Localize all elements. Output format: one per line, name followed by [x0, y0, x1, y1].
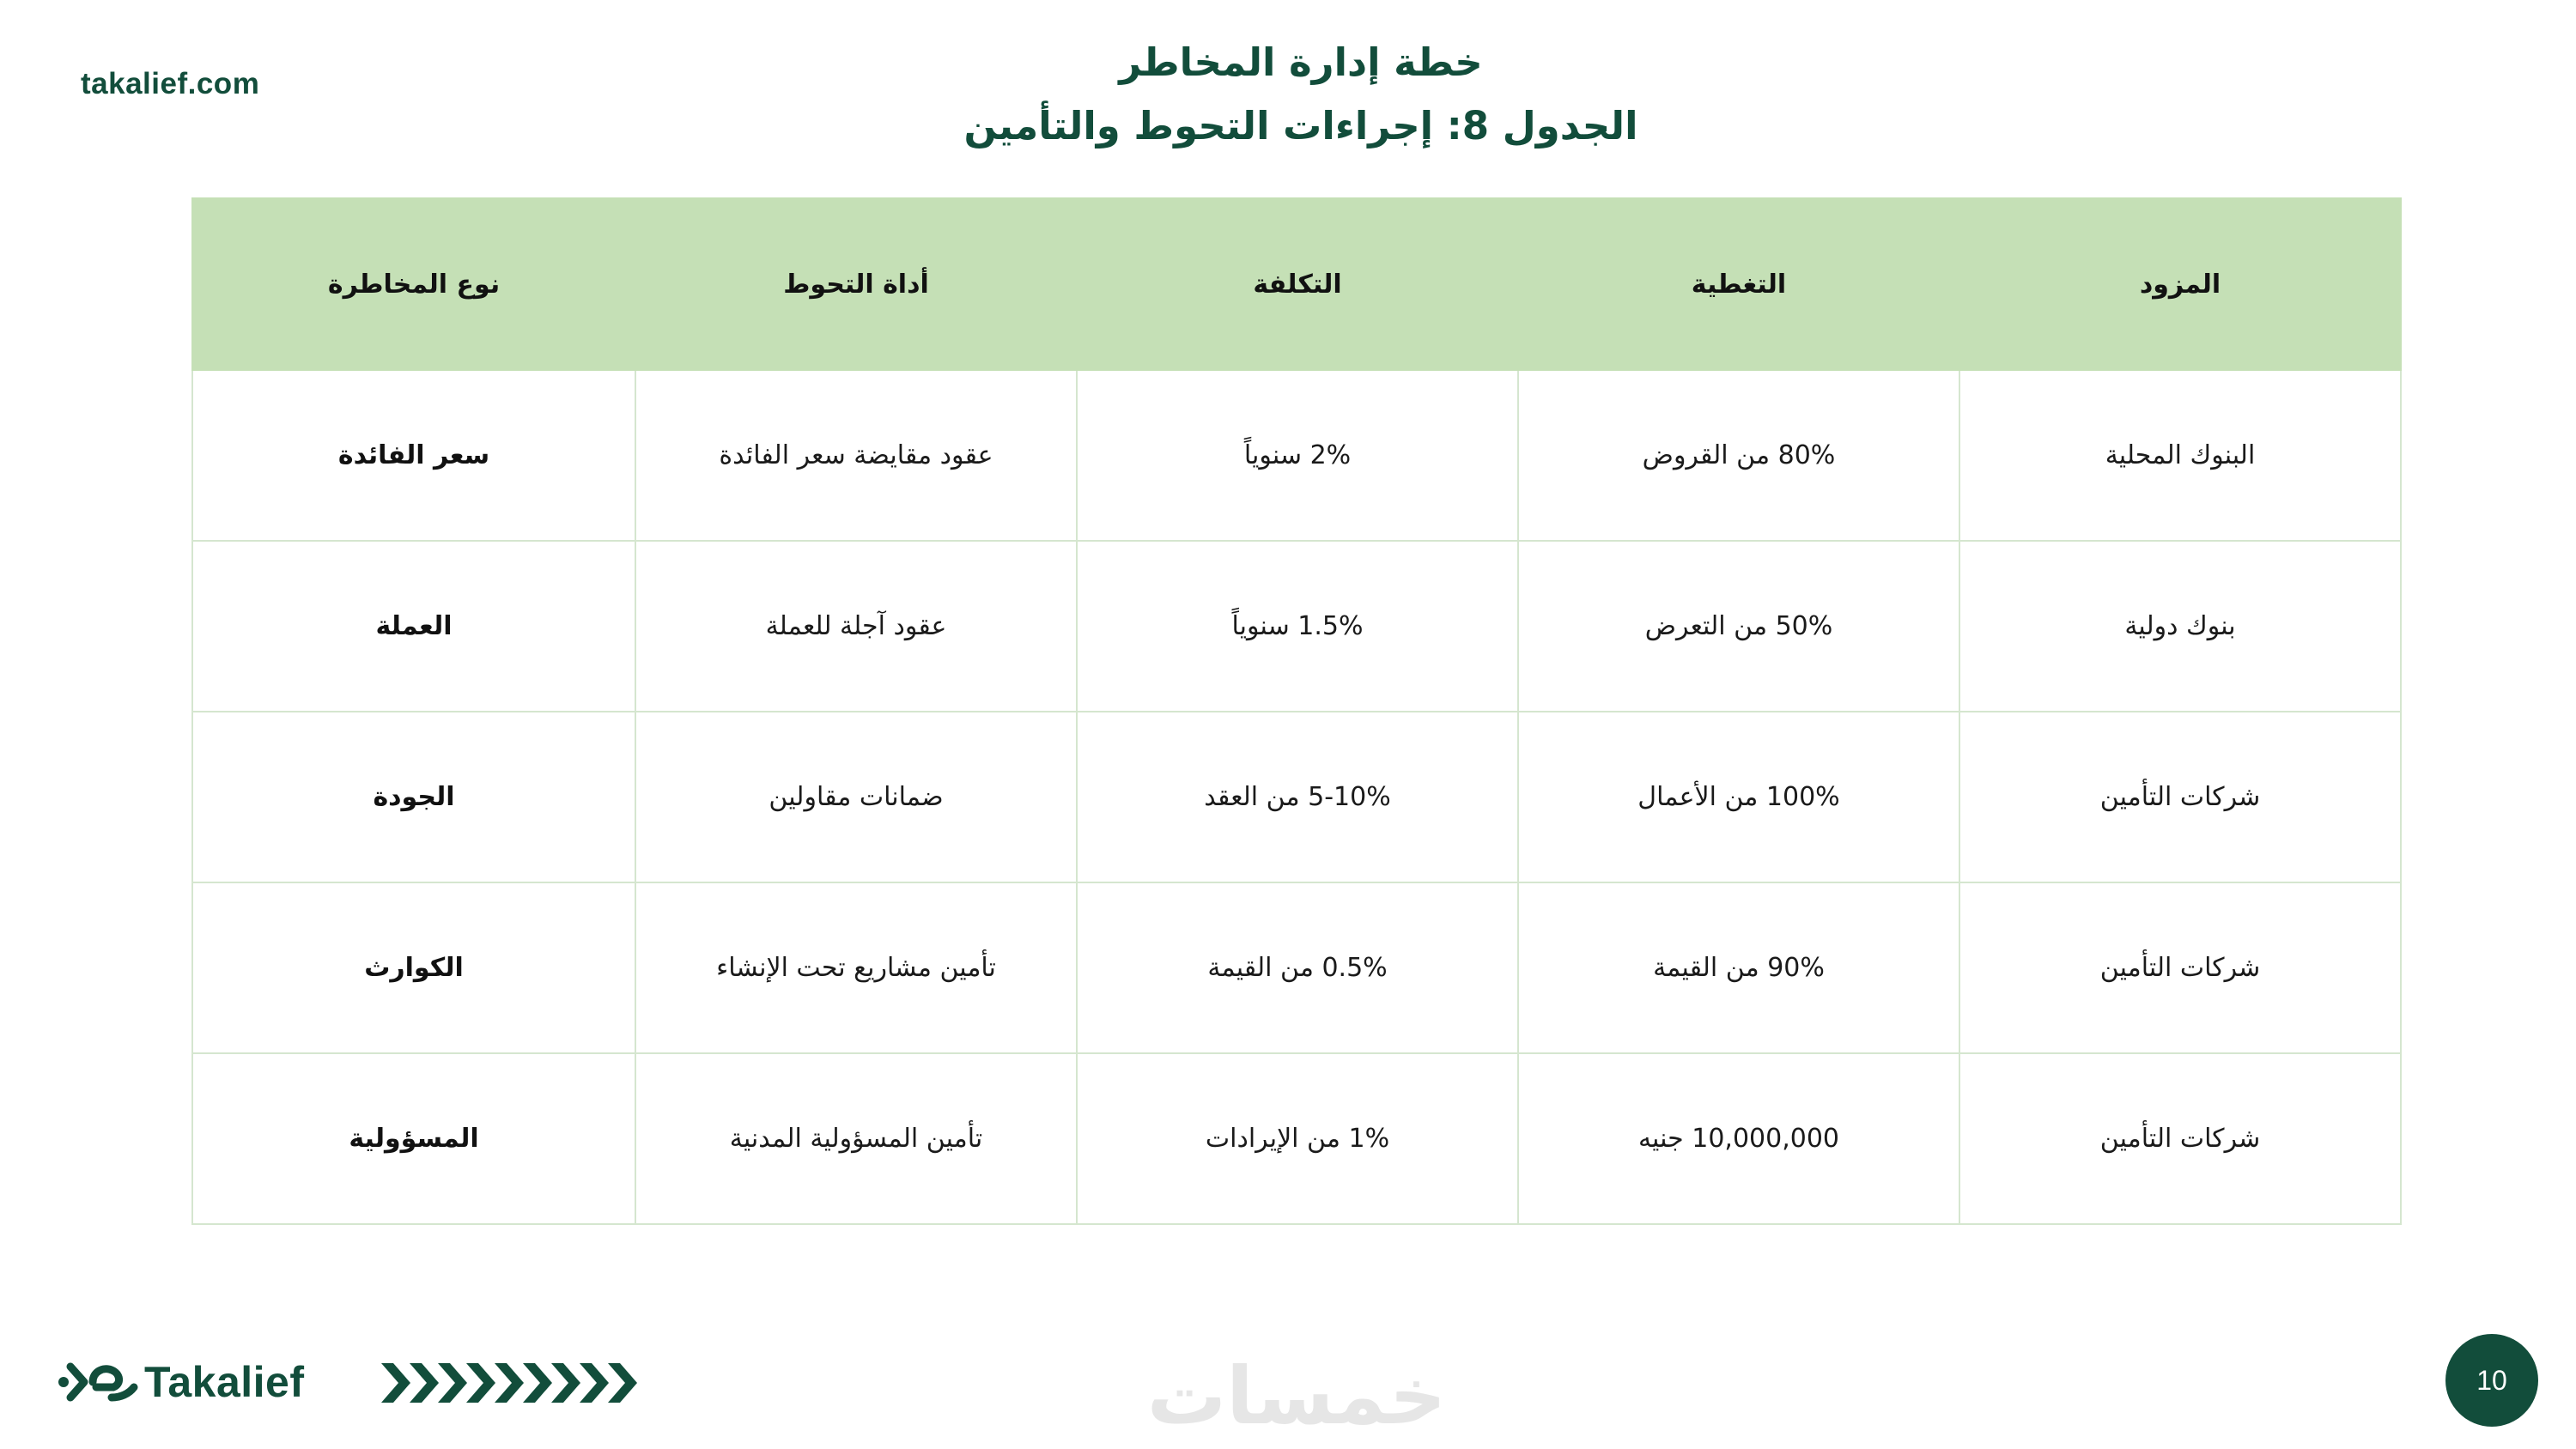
- table-row: [192, 712, 2401, 882]
- header-hedge-tool: أداة التحوط: [635, 198, 1077, 370]
- cell-risk-type: الكوارث: [192, 882, 635, 1053]
- site-url[interactable]: takalief.com: [81, 67, 260, 100]
- cell-hedge-tool: ضمانات مقاولين: [635, 712, 1077, 882]
- chevrons-decoration-icon: [381, 1361, 639, 1404]
- khamsat-watermark: خمسات: [1146, 1350, 1447, 1442]
- cell-risk-type: سعر الفائدة: [192, 370, 635, 541]
- cell-hedge-tool: عقود آجلة للعملة: [635, 541, 1077, 712]
- page-title: خطة إدارة المخاطر: [1119, 39, 1483, 85]
- page-number-badge: [2445, 1334, 2538, 1427]
- cell-risk-type: العملة: [192, 541, 635, 712]
- cell-cost: 5-10% من العقد: [1077, 712, 1518, 882]
- table-header-row: [192, 198, 2401, 370]
- header-coverage: التغطية: [1518, 198, 1959, 370]
- table-row: [192, 541, 2401, 712]
- cell-risk-type: المسؤولية: [192, 1053, 635, 1224]
- cell-risk-type: الجودة: [192, 712, 635, 882]
- cell-provider: شركات التأمين: [1959, 1053, 2401, 1224]
- cell-provider: البنوك المحلية: [1959, 370, 2401, 541]
- cell-hedge-tool: عقود مقايضة سعر الفائدة: [635, 370, 1077, 541]
- takalief-logo-icon: [58, 1360, 141, 1404]
- cell-coverage: 80% من القروض: [1518, 370, 1959, 541]
- cell-hedge-tool: تأمين مشاريع تحت الإنشاء: [635, 882, 1077, 1053]
- cell-cost: 0.5% من القيمة: [1077, 882, 1518, 1053]
- table-row: [192, 882, 2401, 1053]
- footer-logo-text: Takalief: [144, 1358, 305, 1406]
- header-risk-type: نوع المخاطرة: [192, 198, 635, 370]
- cell-cost: 1.5% سنوياً: [1077, 541, 1518, 712]
- title-block: [0, 31, 2576, 158]
- hedging-table: [191, 197, 2402, 1225]
- table-row: [192, 1053, 2401, 1224]
- cell-coverage: 100% من الأعمال: [1518, 712, 1959, 882]
- page-number: 10: [2476, 1364, 2507, 1396]
- table-row: [192, 370, 2401, 541]
- table-caption: الجدول 8: إجراءات التحوط والتأمين: [963, 103, 1638, 149]
- cell-coverage: 90% من القيمة: [1518, 882, 1959, 1053]
- cell-provider: شركات التأمين: [1959, 712, 2401, 882]
- cell-coverage: 10,000,000 جنيه: [1518, 1053, 1959, 1224]
- cell-cost: 1% من الإيرادات: [1077, 1053, 1518, 1224]
- header-cost: التكلفة: [1077, 198, 1518, 370]
- header-provider: المزود: [1959, 198, 2401, 370]
- cell-provider: شركات التأمين: [1959, 882, 2401, 1053]
- cell-provider: بنوك دولية: [1959, 541, 2401, 712]
- cell-coverage: 50% من التعرض: [1518, 541, 1959, 712]
- cell-hedge-tool: تأمين المسؤولية المدنية: [635, 1053, 1077, 1224]
- cell-cost: 2% سنوياً: [1077, 370, 1518, 541]
- footer-logo: [58, 1356, 305, 1408]
